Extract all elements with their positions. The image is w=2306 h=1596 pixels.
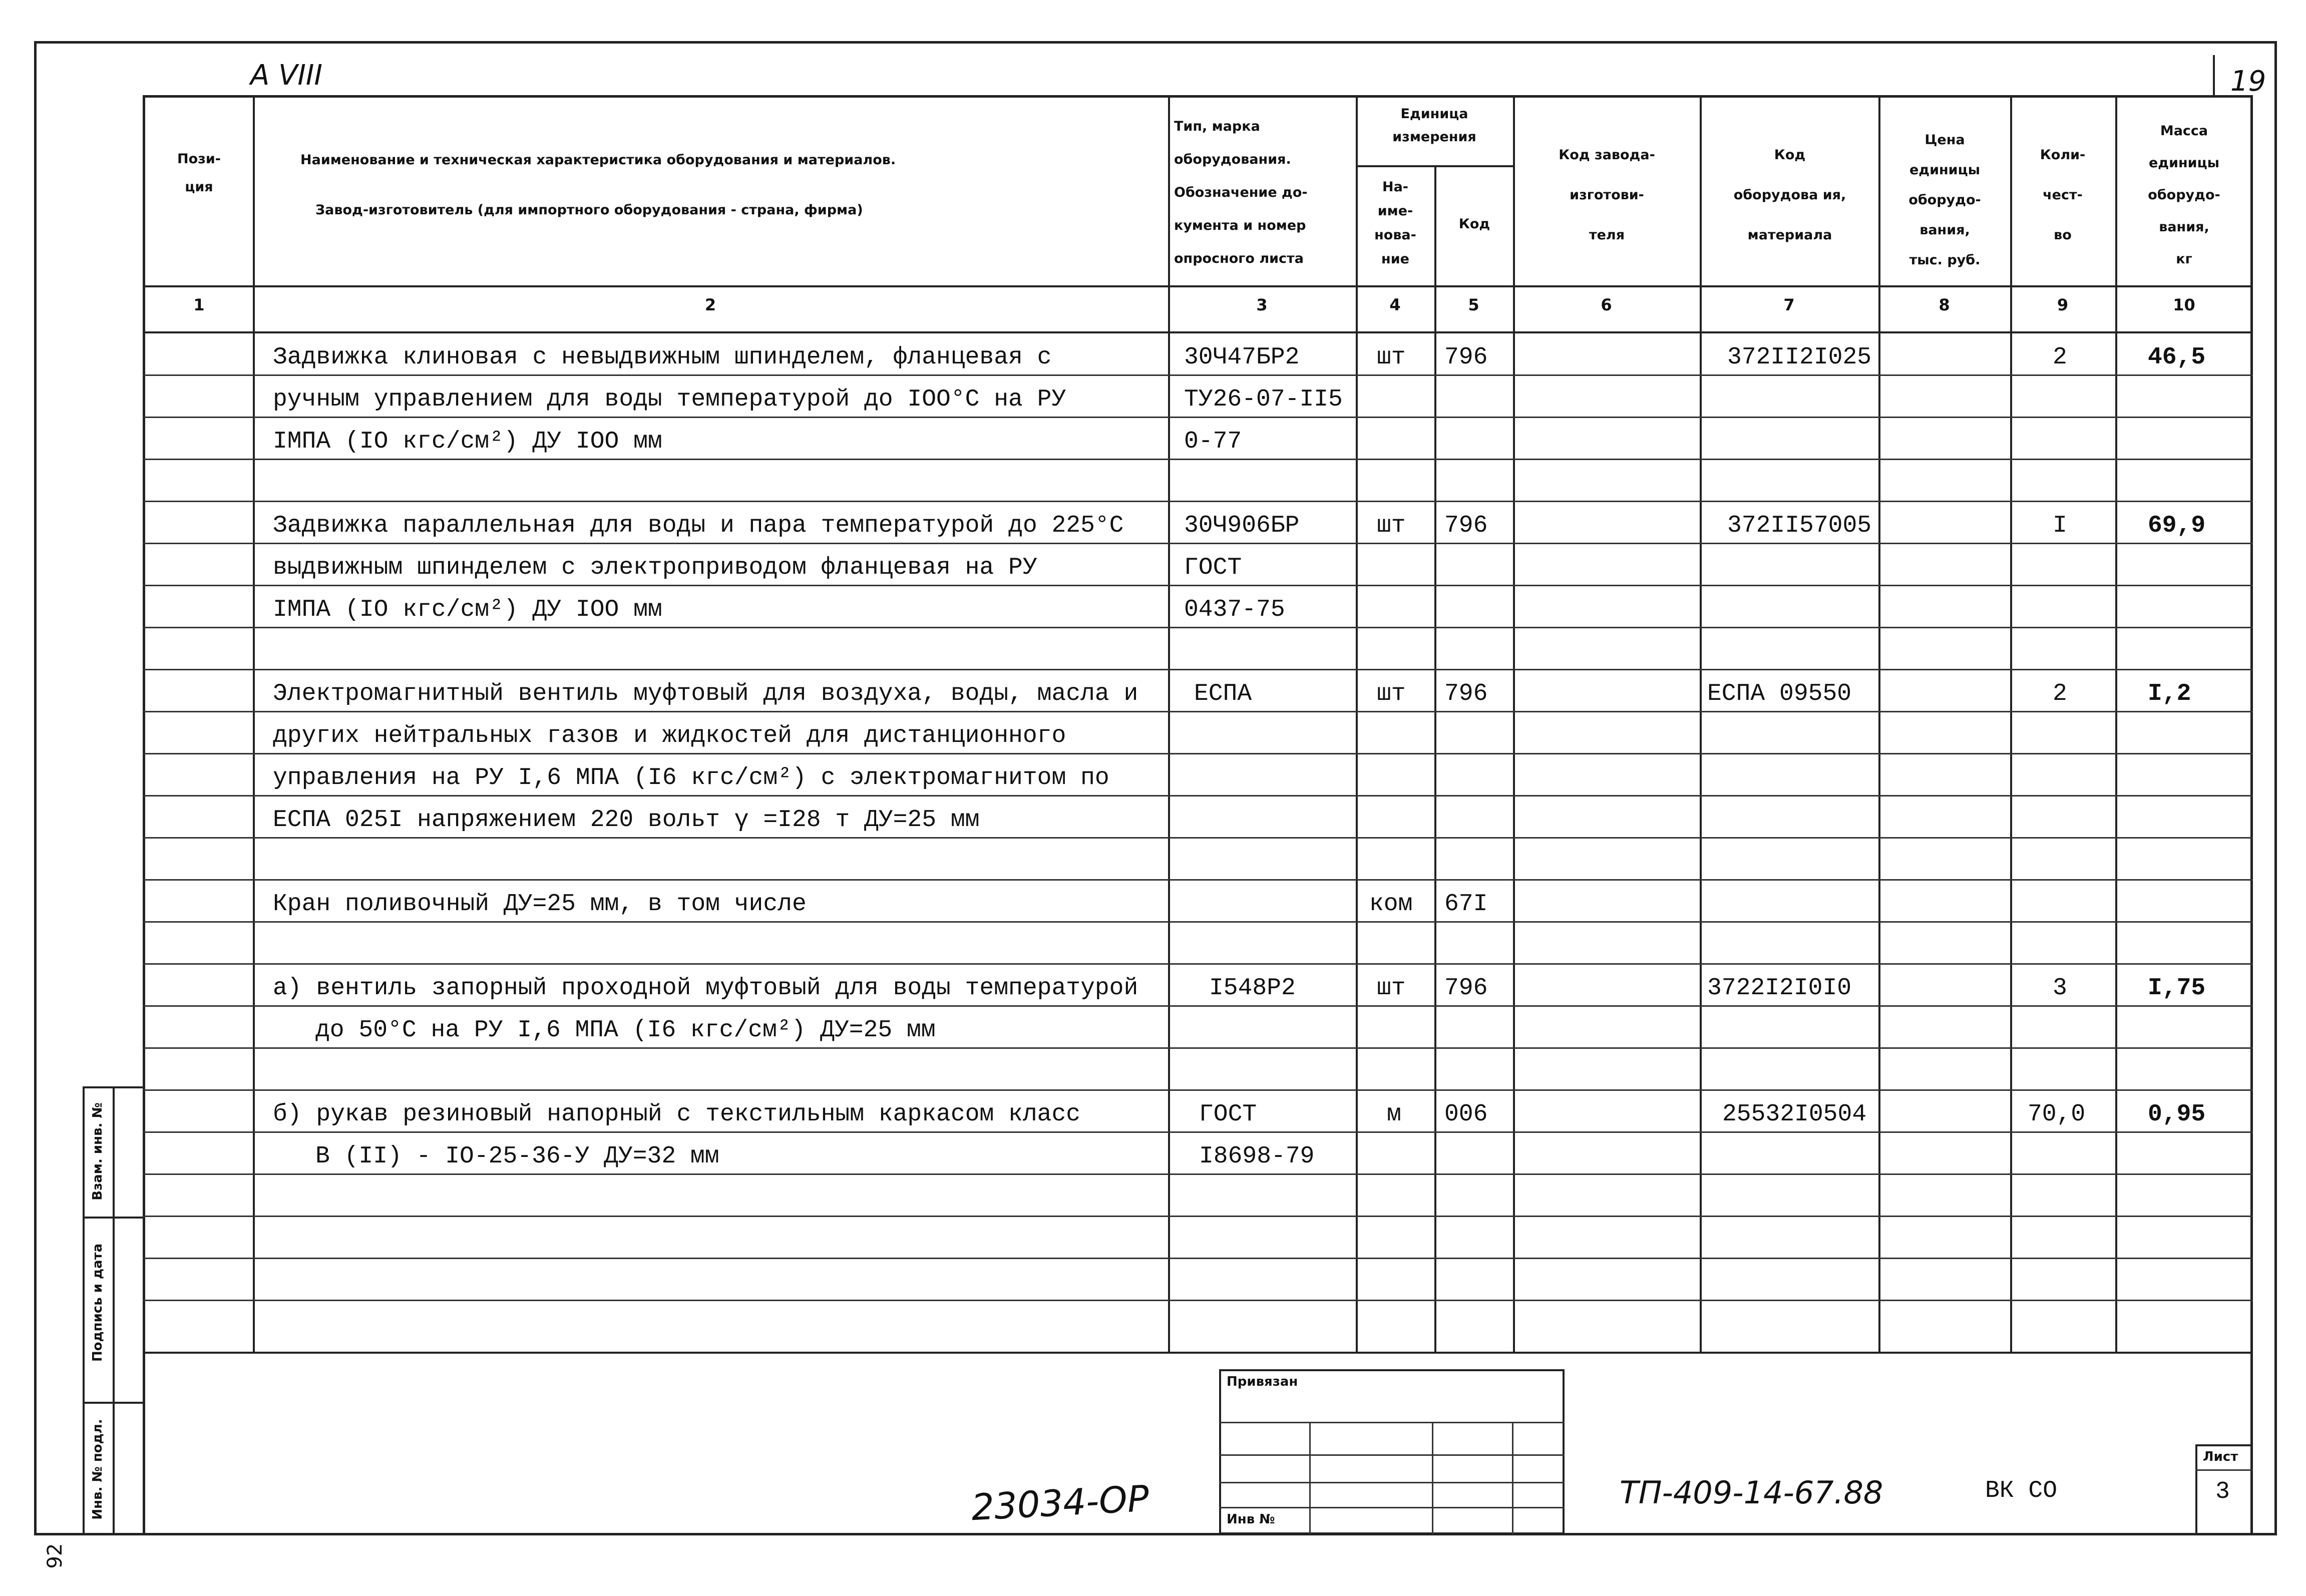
row1-quantity: 2: [2053, 344, 2067, 371]
side-label-inv-original: Инв. № подл.: [90, 1419, 105, 1520]
side-line-2: [83, 1217, 143, 1219]
row2-type: 30Ч906БР ГОСТ 0437-75: [1184, 512, 1300, 623]
row2-name: Задвижка параллельная для воды и пара температурой до 225°С выдвижным шпинделем с электроприводом фланцевая на РУ IМПА (IO кгс/см²) ДУ IOO мм: [273, 512, 1124, 623]
colnum-1: 1: [193, 295, 205, 314]
col-line-7: [1700, 95, 1702, 1352]
row6-unit: м: [1387, 1101, 1401, 1128]
col-line-10: [2115, 95, 2117, 1352]
row3-mass: I,2: [2148, 680, 2191, 707]
binding-col-line: [1309, 1422, 1311, 1534]
row5-name: а) вентиль запорный проходной муфтовый для воды температурой до 50°С на РУ I,6 МПА (I6 кгс/см²) ДУ=25 мм: [273, 975, 1138, 1044]
row-line: [143, 669, 2253, 670]
doc-code: ТП-409-14-67.88: [1620, 1474, 1883, 1511]
row3-equipment-code: ЕСПА 09550: [1707, 680, 1852, 707]
col-line-9: [2010, 95, 2012, 1352]
row3-unit-code: 796: [1444, 680, 1488, 707]
col-line-3: [1168, 95, 1170, 1352]
row4-unit-code: 67I: [1444, 891, 1488, 918]
row-line: [143, 963, 2253, 965]
row1-equipment-code: 372II2I025: [1727, 344, 1872, 371]
side-line-outer: [83, 1086, 85, 1535]
colnum-3: 3: [1256, 295, 1268, 314]
sheet-label: Лист: [2203, 1449, 2238, 1464]
row6-name: б) рукав резиновый напорный с текстильным каркасом класс В (II) - IO-25-36-У ДУ=32 мм: [273, 1101, 1081, 1170]
row3-unit: шт: [1377, 680, 1406, 707]
header-unit-code: Код: [1458, 216, 1490, 232]
colnum-10: 10: [2173, 295, 2195, 314]
row3-name: Электромагнитный вентиль муфтовый для воздуха, воды, масла и других нейтральных газов и жидкостей для дистанционного управления на РУ I,6 МПА (I6 кгс/см²) с электромагнитом по ЕСПА 025I напряжением 220 вольт γ =I28 т ДУ=25 мм: [273, 680, 1138, 834]
row-line: [143, 1216, 2253, 1217]
col-line-4: [1356, 95, 1358, 1352]
sheet-number: 3: [2215, 1478, 2230, 1505]
header-factory-code: Код завода- изготови- теля: [1559, 147, 1655, 243]
row2-unit: шт: [1377, 512, 1406, 539]
row1-unit-code: 796: [1444, 344, 1488, 371]
header-quantity: Коли- чест- во: [2040, 147, 2086, 243]
row5-unit-code: 796: [1444, 975, 1488, 1002]
colnum-2: 2: [704, 295, 716, 314]
corner-label: A VIII: [250, 59, 322, 92]
header-position: Пози- ция: [177, 151, 221, 195]
row5-unit: шт: [1377, 975, 1406, 1002]
side-line-top: [83, 1086, 143, 1088]
col-line-6: [1513, 95, 1515, 1352]
row1-name: Задвижка клиновая с невыдвижным шпинделем, фланцевая с ручным управлением для воды температурой до IOO°C на РУ IМПА (IO кгс/см²) ДУ IOO мм: [273, 344, 1066, 455]
colnum-8: 8: [1939, 295, 1950, 314]
row-line: [143, 501, 2253, 502]
row2-equipment-code: 372II57005: [1727, 512, 1872, 539]
colnum-9: 9: [2057, 295, 2069, 314]
row6-quantity: 70,0: [2028, 1101, 2086, 1128]
header-unit: Единица измерения: [1392, 106, 1476, 145]
binding-col-line: [1432, 1422, 1433, 1534]
colnum-7: 7: [1783, 295, 1795, 314]
sheet-box-divider: [2195, 1469, 2253, 1471]
row6-type: ГОСТ I8698-79: [1199, 1101, 1315, 1170]
row-line: [143, 879, 2253, 881]
header-unit-name: На- име- нова- ние: [1374, 179, 1416, 267]
unit-subheader-line: [1356, 165, 1513, 167]
col-line-2: [253, 95, 255, 1352]
row5-mass: I,75: [2148, 975, 2206, 1002]
header-price: Цена единицы оборудо- вания, тыс. руб.: [1908, 132, 1981, 268]
row3-type: ЕСПА: [1194, 680, 1252, 707]
section-code: ВК СО: [1985, 1477, 2058, 1504]
side-label-signature-date: Подпись и дата: [90, 1243, 105, 1362]
row5-type: I548Р2: [1209, 975, 1296, 1002]
row6-equipment-code: 25532I0504: [1722, 1101, 1867, 1128]
colnum-4: 4: [1389, 295, 1401, 314]
colnum-6: 6: [1601, 295, 1612, 314]
row1-mass: 46,5: [2148, 344, 2206, 371]
row5-quantity: 3: [2053, 975, 2067, 1002]
row1-unit: шт: [1377, 344, 1406, 371]
row5-equipment-code: 3722I2I0I0: [1707, 975, 1852, 1002]
row3-quantity: 2: [2053, 680, 2067, 707]
side-number: 92: [44, 1543, 67, 1569]
colnum-5: 5: [1468, 295, 1479, 314]
row6-unit-code: 006: [1444, 1101, 1488, 1128]
page-number: 19: [2230, 65, 2266, 98]
binding-label: Привязан: [1227, 1374, 1298, 1389]
handwritten-number: 23034-ОР: [970, 1477, 1150, 1529]
row-line: [143, 1258, 2253, 1259]
inv-no-label: Инв №: [1227, 1512, 1275, 1527]
side-line-3: [83, 1402, 143, 1404]
row2-mass: 69,9: [2148, 512, 2206, 539]
header-type: Тип, марка оборудования. Обозначение до- кумента и номер опросного листа: [1174, 119, 1308, 266]
header-bottom-line: [143, 285, 2253, 287]
colnum-bottom-line: [143, 331, 2253, 333]
header-equipment-code: Код оборудова ия, материала: [1733, 147, 1846, 243]
page-number-divider: [2213, 55, 2215, 95]
row2-quantity: I: [2053, 512, 2067, 539]
row4-unit: ком: [1369, 891, 1413, 918]
row-line: [143, 1089, 2253, 1091]
side-line-inner: [113, 1086, 115, 1535]
header-name: Наименование и техническая характеристика оборудования и материалов. Завод-изготовитель (для импортного оборудования - страна, фирма): [300, 152, 896, 218]
row-line: [143, 1300, 2253, 1301]
row2-unit-code: 796: [1444, 512, 1488, 539]
col-line-8: [1878, 95, 1880, 1352]
side-label-replace-inv: Взам. инв. №: [90, 1102, 105, 1201]
header-mass: Масса единицы оборудо- вания, кг: [2148, 123, 2220, 267]
binding-col-line: [1512, 1422, 1513, 1534]
table-body-bottom: [143, 1352, 2253, 1354]
row6-mass: 0,95: [2148, 1101, 2206, 1128]
row1-type: 30Ч47БР2 ТУ26-07-II5 0-77: [1184, 344, 1343, 455]
row4-name: Кран поливочный ДУ=25 мм, в том числе: [273, 891, 807, 918]
